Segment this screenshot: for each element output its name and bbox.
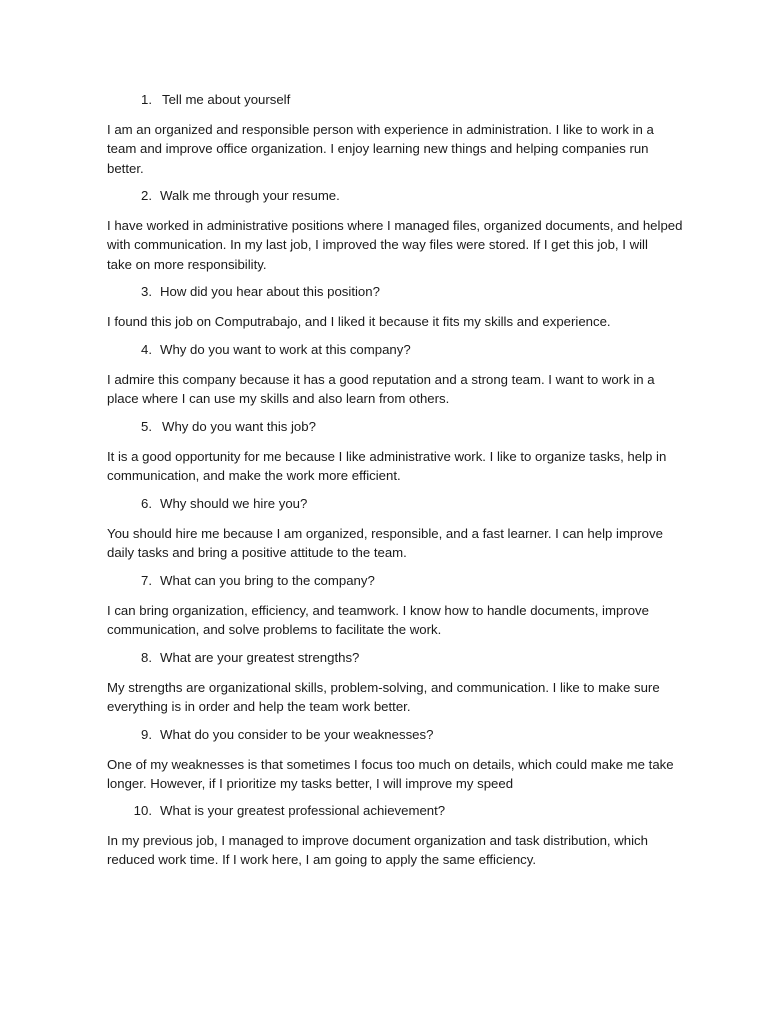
answer-line: I admire this company because it has a good reputation and a strong team. I want to work in a [107,372,655,387]
question-number: 2. [141,188,152,203]
question-heading [107,572,667,589]
qa-item-1 [107,91,667,178]
answer-paragraph [107,678,667,717]
answer-paragraph [107,312,667,331]
answer-line: take on more responsibility. [107,256,267,272]
answer-line: daily tasks and bring a positive attitude to the team. [107,545,407,561]
answer-paragraph [107,120,667,178]
qa-item-10 [107,802,667,870]
question-text: Tell me about yourself [162,92,291,107]
question-text: What do you consider to be your weaknesses? [160,727,434,742]
question-text: Walk me through your resume. [160,188,340,203]
qa-item-4 [107,341,667,409]
qa-item-7 [107,572,667,640]
question-text: Why do you want this job? [162,419,316,434]
question-heading [107,802,667,819]
answer-line: It is a good opportunity for me because I like administrative work. I like to organize tasks, help in [107,449,667,464]
answer-line: place where I can use my skills and also learn from others. [107,391,450,407]
qa-item-6 [107,495,667,563]
question-text: What can you bring to the company? [160,573,375,588]
question-text: Why should we hire you? [160,496,308,511]
qa-item-3 [107,283,667,331]
question-number: 7. [141,573,152,588]
answer-line: One of my weaknesses is that sometimes I focus too much on details, which could make me take [107,757,674,772]
answer-line: I can bring organization, efficiency, and teamwork. I know how to handle documents, improve [107,603,649,618]
question-number: 10. [133,803,152,818]
answer-line: communication, and solve problems to facilitate the work. [107,622,442,638]
question-heading [107,91,667,108]
question-heading [107,418,667,435]
answer-line: reduced work time. If I work here, I am going to apply the same efficiency. [107,852,537,868]
answer-line: I have worked in administrative positions where I managed files, organized documents, and helped [107,218,683,233]
question-number: 3. [141,284,152,299]
question-text: What is your greatest professional achievement? [160,803,446,818]
question-heading [107,187,667,204]
question-heading [107,649,667,666]
qa-item-2 [107,187,683,274]
question-number: 6. [141,496,152,511]
question-heading [107,283,667,300]
answer-paragraph [107,370,667,409]
answer-line: communication, and make the work more efficient. [107,468,401,484]
answer-line: everything is in order and help the team work better. [107,699,411,715]
answer-line: longer. However, if I prioritize my tasks better, I will improve my speed [107,776,514,792]
question-heading [107,726,667,743]
answer-paragraph [107,755,674,794]
answer-line: better. [107,160,144,176]
question-number: 9. [141,727,152,742]
answer-line: My strengths are organizational skills, problem-solving, and communication. I like to make sure [107,680,660,695]
answer-line: team and improve office organization. I enjoy learning new things and helping companies run [107,141,649,157]
question-text: What are your greatest strengths? [160,650,360,665]
answer-paragraph [107,601,667,640]
question-heading [107,341,667,358]
qa-item-9 [107,726,674,794]
question-text: Why do you want to work at this company? [160,342,411,357]
qa-item-5 [107,418,667,486]
answer-line: In my previous job, I managed to improve document organization and task distribution, which [107,833,648,848]
answer-paragraph [107,524,667,563]
answer-paragraph [107,447,667,486]
question-heading [107,495,667,512]
question-number: 5. [141,419,152,434]
answer-line: I found this job on Computrabajo, and I liked it because it fits my skills and experience. [107,314,611,329]
answer-paragraph [107,831,667,870]
question-number: 4. [141,342,152,357]
qa-item-8 [107,649,667,717]
answer-line: You should hire me because I am organized, responsible, and a fast learner. I can help improve [107,526,663,541]
question-number: 1. [141,92,152,107]
answer-line: I am an organized and responsible person with experience in administration. I like to work in a [107,122,654,137]
answer-line: with communication. In my last job, I improved the way files were stored. If I get this job, I will [107,237,648,253]
question-text: How did you hear about this position? [160,284,380,299]
answer-paragraph [107,216,683,274]
question-number: 8. [141,650,152,665]
